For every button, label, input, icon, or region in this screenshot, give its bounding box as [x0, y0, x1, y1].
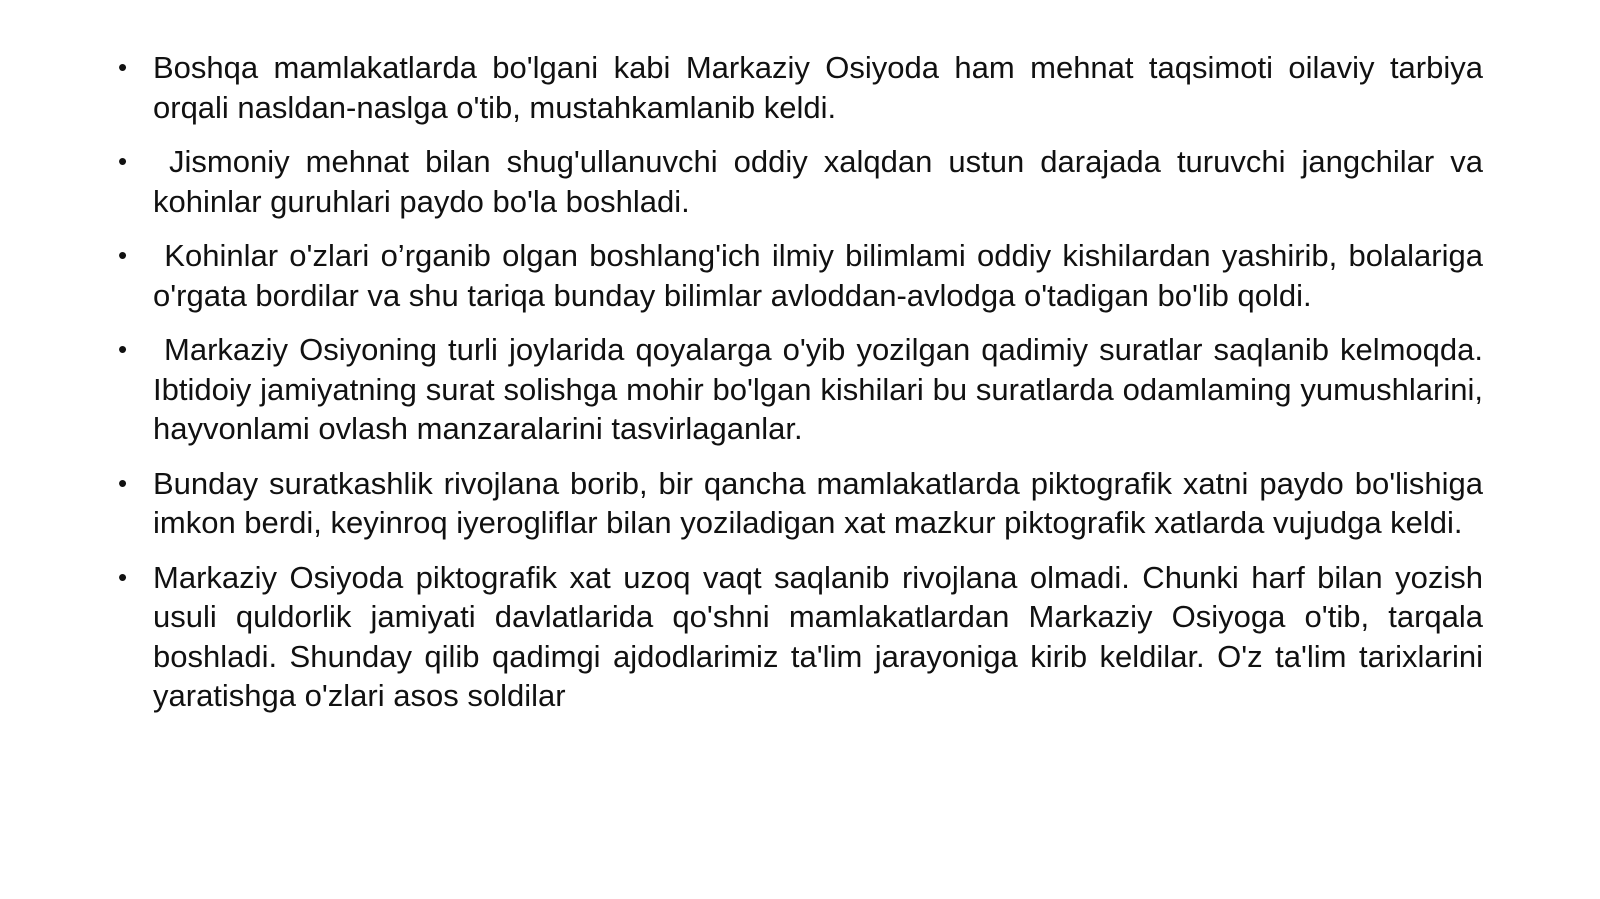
bullet-list — [118, 48, 1492, 731]
bullet-text: Jismoniy mehnat bilan shug'ullanuvchi oddiy xalqdan ustun darajada turuvchi jangchilar va kohinlar guruhlari paydo bo'la boshladi. — [153, 144, 1492, 219]
bullet-item-2 — [118, 142, 1492, 221]
bullet-icon: • — [118, 467, 128, 498]
bullet-icon: • — [118, 146, 128, 176]
bullet-item-6 — [118, 558, 1483, 716]
bullet-item-1 — [118, 48, 1483, 127]
bullet-text: Boshqa mamlakatlarda bo'lgani kabi Markaziy Osiyoda ham mehnat taqsimoti oilaviy tarbiya orqali nasldan-naslga o'tib, mustahkamlanib keldi. — [153, 50, 1483, 125]
bullet-text: Markaziy Osiyoning turli joylarida qoyalarga o'yib yozilgan qadimiy suratlar saqlanib kelmoqda. Ibtidoiy jamiyatning surat solishga mohir bo'lgan kishilari bu suratlarda odamlaming yumushlarini, hayvonlami ovlash manzaralarini tasvirlaganlar. — [153, 332, 1492, 446]
bullet-text: Kohinlar o'zlari o’rganib olgan boshlang'ich ilmiy bilimlami oddiy kishilardan yashirib, bolalariga o'rgata bordilar va shu tariqa bunday bilimlar avloddan-avlodga o'tadigan bo'lib qoldi. — [153, 238, 1492, 313]
bullet-item-4 — [118, 330, 1492, 449]
bullet-item-3 — [118, 236, 1492, 315]
bullet-icon: • — [118, 52, 128, 82]
bullet-icon: • — [118, 334, 128, 364]
bullet-item-5 — [118, 464, 1483, 543]
bullet-text: Markaziy Osiyoda piktografik xat uzoq vaqt saqlanib rivojlana olmadi. Chunki harf bilan yozish usuli quldorlik jamiyati davlatlarida qo'shni mamlakatlardan Markaziy Osiyoga o'tib, tarqala boshladi. Shunday qilib qadimgi ajdodlarimiz ta'lim jarayoniga kirib keldilar. O'z ta'lim tarixlarini yaratishga o'zlari asos soldilar — [153, 559, 1483, 713]
bullet-text: Bunday suratkashlik rivojlana borib, bir qancha mamlakatlarda piktografik xatni paydo bo'lishiga imkon berdi, keyinroq iyerogliflar bilan yoziladigan xat mazkur piktografik xatlarda vujudga keldi. — [153, 465, 1483, 540]
bullet-icon: • — [118, 561, 128, 592]
bullet-icon: • — [118, 240, 128, 270]
